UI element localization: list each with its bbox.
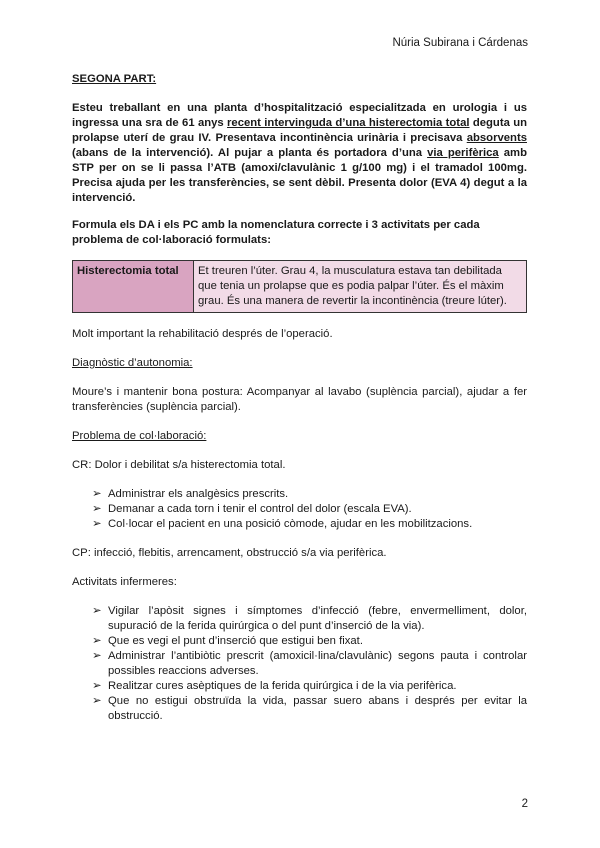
- list-item: ➢ Demanar a cada torn i tenir el control del dolor (escala EVA).: [92, 503, 412, 515]
- page-number: 2: [521, 798, 528, 810]
- case-text-4: amb STP per on se li passa l’ATB (amoxi/clavulànic 1 g/100 mg) i el tramadol 100mg. Precisa ajuda per les transferències, se sent dèbil. Presenta dolor (EVA 4) degut a la intervenció.: [72, 147, 527, 204]
- autonomy-title: Diagnòstic d’autonomia:: [72, 357, 193, 369]
- hysterectomy-table: [72, 260, 527, 313]
- list-item: ➢ Col·locar el pacient en una posició còmode, ajudar en les mobilitzacions.: [92, 518, 473, 530]
- case-paragraph: [72, 101, 527, 206]
- arrow-bullet-icon: ➢: [92, 488, 102, 500]
- activities-title: Activitats infermeres:: [72, 576, 177, 588]
- arrow-bullet-icon: ➢: [92, 680, 102, 692]
- list-item: ➢ Realitzar cures asèptiques de la ferida quirúrgica i de la via perifèrica.: [92, 680, 457, 692]
- arrow-bullet-icon: ➢: [92, 518, 102, 530]
- arrow-bullet-icon: ➢: [92, 503, 102, 515]
- case-text-2: deguta un prolapse uterí de grau IV. Presentava incontinència urinària i precisava: [72, 117, 528, 144]
- rehab-note: Molt important la rehabilitació després de l’operació.: [72, 328, 333, 340]
- arrow-bullet-icon: ➢: [92, 695, 102, 707]
- arrow-bullet-icon: ➢: [92, 605, 102, 617]
- cp-statement: CP: infecció, flebitis, arrencament, obstrucció s/a via perifèrica.: [72, 547, 387, 559]
- case-underline-1: recent intervinguda d’una histerectomia total: [227, 117, 470, 129]
- list-item: ➢ Que es vegi el punt d’inserció que estigui ben fixat.: [92, 635, 363, 647]
- case-text-3: (abans de la intervenció). Al pujar a planta és portadora d’una: [72, 147, 428, 159]
- cr-statement: CR: Dolor i debilitat s/a histerectomia total.: [72, 459, 286, 471]
- page-content: [72, 72, 527, 738]
- table-header-cell: Histerectomia total: [73, 261, 194, 313]
- list-item: ➢ Vigilar l’apòsit signes i símptomes d’infecció (febre, envermelliment, dolor, supuració de la ferida quirúrgica o del punt d’inserció de la via).: [92, 605, 527, 632]
- arrow-bullet-icon: ➢: [92, 635, 102, 647]
- table-row: [73, 261, 527, 313]
- arrow-bullet-icon: ➢: [92, 650, 102, 662]
- case-underline-2: absorvents: [466, 132, 527, 144]
- header-author: Núria Subirana i Cárdenas: [392, 37, 528, 49]
- autonomy-text: Moure’s i mantenir bona postura: Acompanyar al lavabo (suplència parcial), ajudar a fer transferències (suplència parcial).: [72, 386, 527, 413]
- table-description-cell: Et treuren l’úter. Grau 4, la musculatura estava tan debilitada que tenia un prolapse que es podia palpar l’úter. És el màxim grau. És una manera de revertir la incontinència (treure lúter).: [194, 261, 527, 313]
- section-title: SEGONA PART:: [72, 73, 157, 85]
- case-text-1: Esteu treballant en una planta d’hospitalització especialitzada en urologia i us ingressa una sra de 61 anys: [72, 102, 527, 129]
- list-item: ➢ Administrar els analgèsics prescrits.: [92, 488, 289, 500]
- cr-activity-list: [72, 487, 527, 532]
- instruction: Formula els DA i els PC amb la nomenclatura correcte i 3 activitats per cada problema de col·laboració formulats:: [72, 219, 480, 246]
- list-item: ➢ Que no estigui obstruïda la vida, passar suero abans i després per evitar la obstrucció.: [92, 695, 527, 722]
- list-item: ➢ Administrar l’antibiòtic prescrit (amoxicil·lina/clavulànic) segons pauta i controlar possibles reaccions adverses.: [92, 650, 527, 677]
- cp-activity-list: [72, 604, 527, 724]
- collaboration-title: Problema de col·laboració:: [72, 430, 207, 442]
- case-underline-3: via perifèrica: [427, 147, 499, 159]
